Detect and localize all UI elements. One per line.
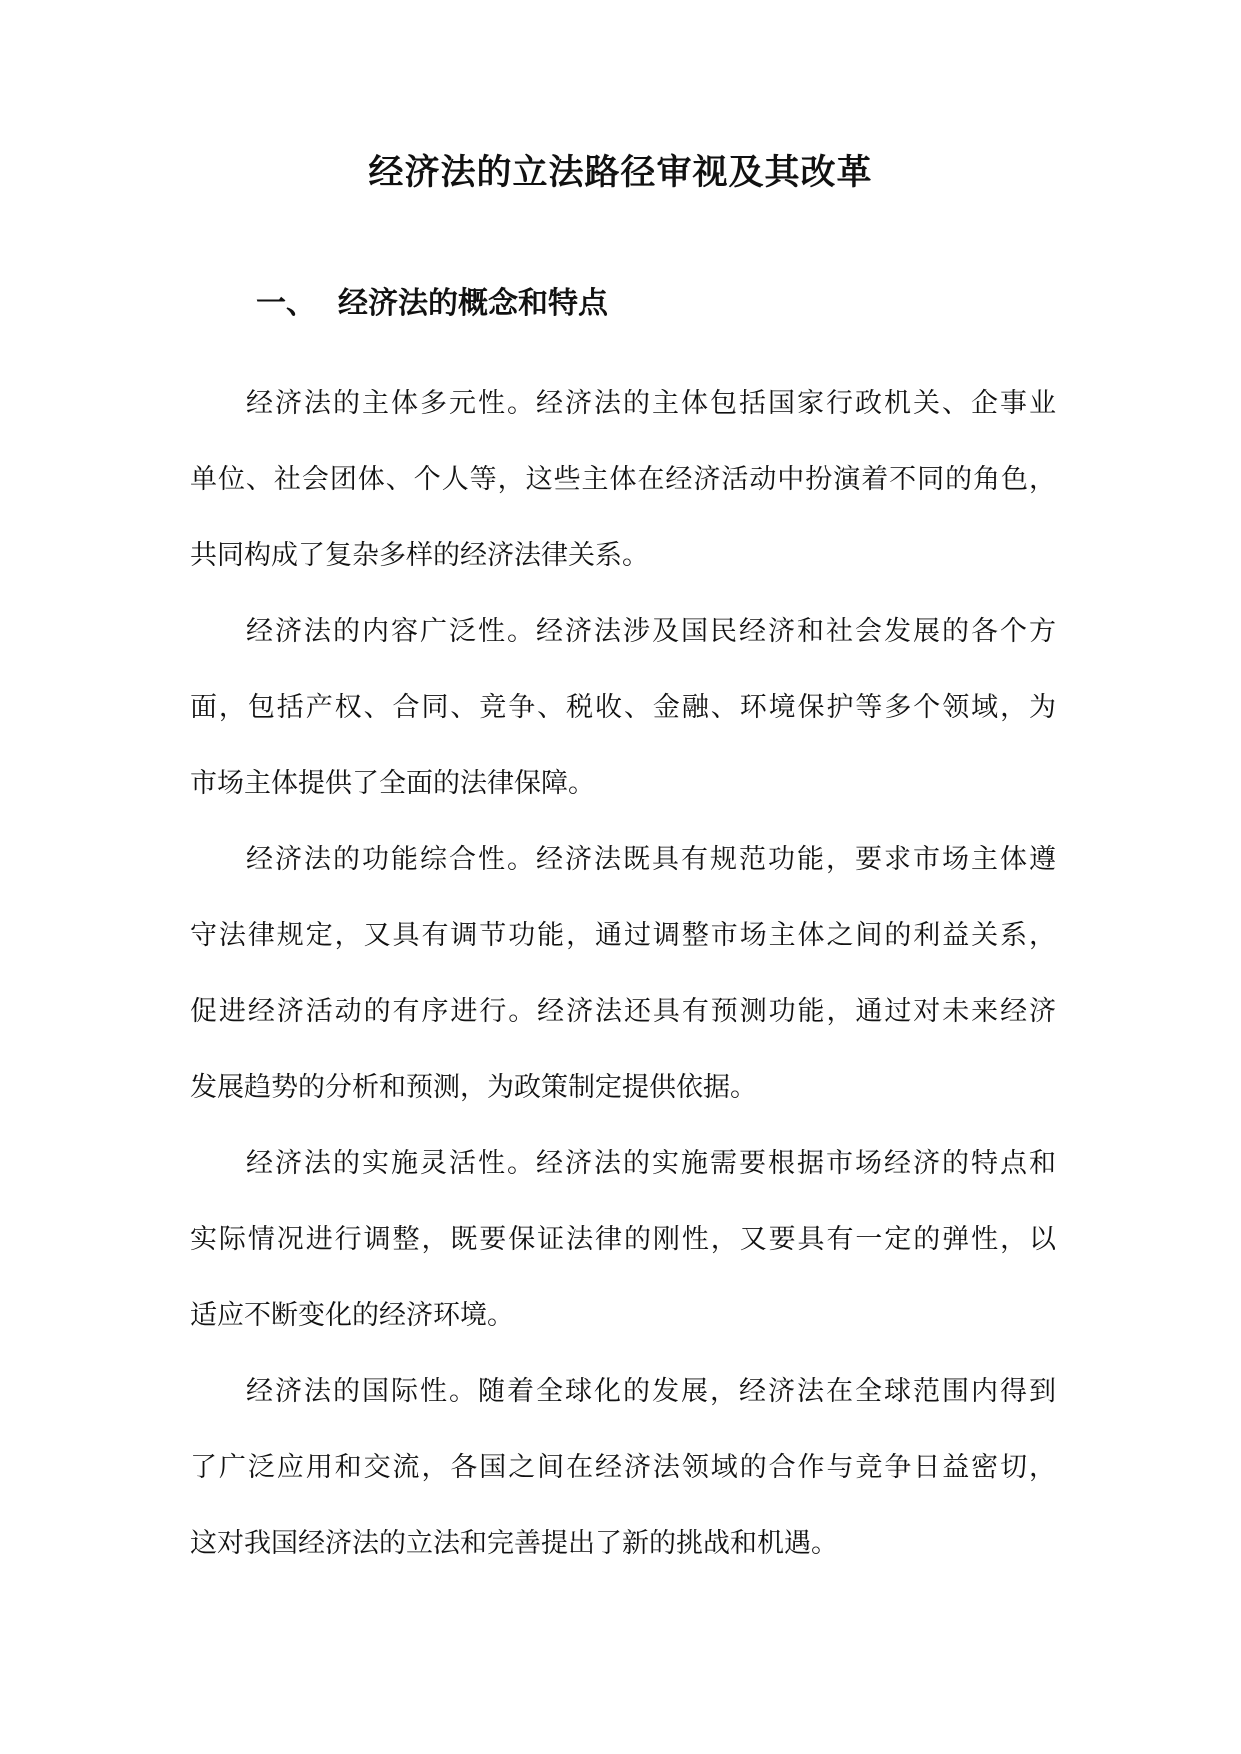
paragraph-line: 守法律规定，又具有调节功能，通过调整市场主体之间的利益关系， [190, 920, 1056, 951]
paragraph-line: 市场主体提供了全面的法律保障。 [190, 768, 595, 799]
paragraph-line: 经济法的实施灵活性。经济法的实施需要根据市场经济的特点和 [246, 1148, 1056, 1179]
paragraph-line: 面，包括产权、合同、竞争、税收、金融、环境保护等多个领域，为 [190, 692, 1056, 723]
paragraph-line: 这对我国经济法的立法和完善提出了新的挑战和机遇。 [190, 1528, 838, 1559]
paragraph-line: 共同构成了复杂多样的经济法律关系。 [190, 540, 649, 571]
paragraph-line: 经济法的功能综合性。经济法既具有规范功能，要求市场主体遵 [246, 844, 1056, 875]
section-title: 经济法的概念和特点 [338, 286, 608, 321]
paragraph-line: 适应不断变化的经济环境。 [190, 1300, 514, 1331]
paragraph-line: 经济法的主体多元性。经济法的主体包括国家行政机关、企事业 [246, 388, 1056, 419]
paragraph-line: 了广泛应用和交流，各国之间在经济法领域的合作与竞争日益密切， [190, 1452, 1056, 1483]
document-title: 经济法的立法路径审视及其改革 [368, 153, 873, 193]
body-text [190, 366, 1056, 1582]
paragraph-subject-diversity [190, 366, 1056, 594]
paragraph-line: 发展趋势的分析和预测，为政策制定提供依据。 [190, 1072, 757, 1103]
paragraph-line: 单位、社会团体、个人等，这些主体在经济活动中扮演着不同的角色， [190, 464, 1056, 495]
paragraph-function-comprehensiveness [190, 822, 1056, 1126]
section-heading [256, 282, 608, 326]
section-number: 一、 [256, 286, 316, 321]
paragraph-content-breadth [190, 594, 1056, 822]
paragraph-implementation-flexibility [190, 1126, 1056, 1354]
paragraph-internationality [190, 1354, 1056, 1582]
paragraph-line: 促进经济活动的有序进行。经济法还具有预测功能，通过对未来经济 [190, 996, 1056, 1027]
paragraph-line: 经济法的国际性。随着全球化的发展，经济法在全球范围内得到 [246, 1376, 1056, 1407]
paragraph-line: 经济法的内容广泛性。经济法涉及国民经济和社会发展的各个方 [246, 616, 1056, 647]
paragraph-line: 实际情况进行调整，既要保证法律的刚性，又要具有一定的弹性，以 [190, 1224, 1056, 1255]
